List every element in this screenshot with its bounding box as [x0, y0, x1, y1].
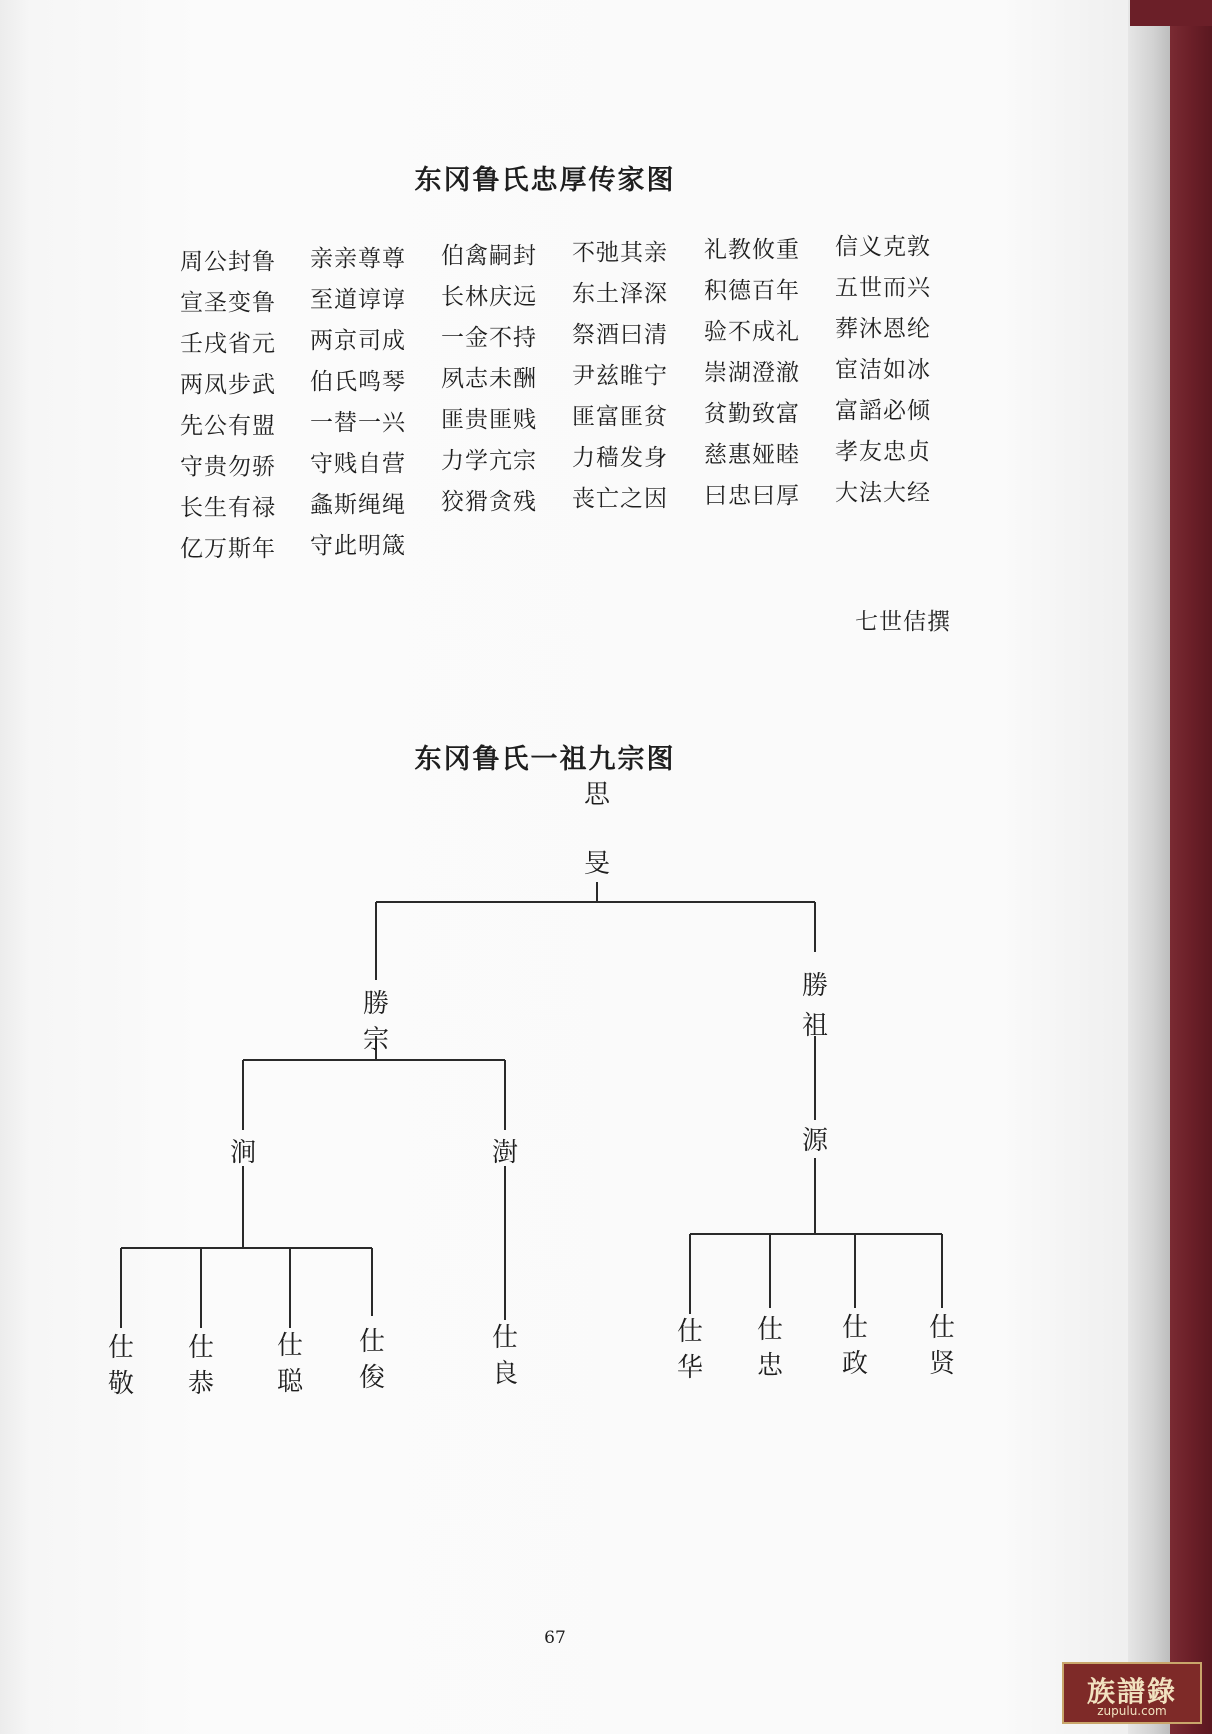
poem-line: 螽斯绳绳 — [310, 492, 406, 518]
grandson-name: 涧 — [229, 1138, 257, 1168]
great-grandson-name-char: 仕 — [276, 1331, 304, 1361]
great-grandson-name-char: 仕 — [928, 1313, 956, 1343]
great-grandson-name-char: 仕 — [187, 1333, 215, 1363]
poem-line: 礼教攸重 — [704, 237, 800, 263]
poem-line: 大法大经 — [835, 480, 931, 506]
poem-line: 葬沐恩纶 — [835, 316, 931, 342]
great-grandson-name-char: 敬 — [107, 1369, 135, 1399]
poem-line: 狡猾贪残 — [441, 489, 537, 515]
great-grandson-name-char: 仕 — [358, 1327, 386, 1357]
poem-line: 积德百年 — [704, 278, 800, 304]
poem-line: 丧亡之因 — [572, 486, 668, 512]
grandson-name: 澍 — [491, 1138, 519, 1168]
poem-line: 匪富匪贫 — [572, 404, 668, 430]
poem-line: 伯氏鸣琴 — [310, 369, 406, 395]
poem-line: 五世而兴 — [835, 275, 931, 301]
genealogy-title: 东冈鲁氏一祖九宗图 — [414, 744, 676, 775]
watermark-title: 族譜錄 — [1086, 1675, 1177, 1708]
poem-line: 信义克敦 — [835, 234, 931, 260]
son-name-char: 勝 — [801, 971, 829, 1001]
poem-line: 长生有禄 — [180, 495, 276, 521]
great-grandson-name-char: 仕 — [491, 1323, 519, 1353]
poem-line: 不弛其亲 — [572, 240, 668, 266]
watermark-url: zupulu.com — [1097, 1704, 1167, 1718]
great-grandson-name-char: 仕 — [841, 1313, 869, 1343]
poem-line: 两京司成 — [310, 328, 406, 354]
son-name-char: 勝 — [362, 989, 390, 1019]
poem-line: 夙志未酬 — [441, 366, 537, 392]
ancestor-name-char: 旻 — [583, 849, 611, 879]
poem-line: 两凤步武 — [180, 372, 276, 398]
poem-line: 曰忠曰厚 — [704, 483, 800, 509]
poem-line: 至道谆谆 — [310, 287, 406, 313]
poem-line: 一替一兴 — [310, 410, 406, 436]
watermark-seal — [1062, 1662, 1202, 1724]
poem-line: 宣圣变鲁 — [180, 290, 276, 316]
poem-line: 先公有盟 — [180, 413, 276, 439]
great-grandson-name-char: 政 — [841, 1349, 869, 1379]
poem-line: 贫勤致富 — [704, 401, 800, 427]
great-grandson-name-char: 仕 — [756, 1315, 784, 1345]
poem-line: 守贱自营 — [310, 451, 406, 477]
poem-title: 东冈鲁氏忠厚传家图 — [414, 165, 676, 196]
great-grandson-name-char: 仕 — [676, 1317, 704, 1347]
poem-line: 力学亢宗 — [441, 448, 537, 474]
great-grandson-name-char: 忠 — [756, 1351, 784, 1381]
poem-line: 富謟必倾 — [835, 398, 931, 424]
great-grandson-name-char: 贤 — [928, 1349, 956, 1379]
great-grandson-name-char: 仕 — [107, 1333, 135, 1363]
poem-line: 慈惠娅睦 — [704, 442, 800, 468]
great-grandson-name-char: 俊 — [358, 1363, 386, 1393]
great-grandson-name-char: 良 — [491, 1359, 519, 1389]
page-number: 67 — [544, 1628, 566, 1648]
poem-line: 周公封鲁 — [180, 249, 276, 275]
son-name-char: 宗 — [362, 1025, 390, 1055]
poem-line: 验不成礼 — [704, 319, 800, 345]
poem-line: 孝友忠贞 — [835, 439, 931, 465]
poem-line: 伯禽嗣封 — [441, 243, 537, 269]
poem-line: 长林庆远 — [441, 284, 537, 310]
poem-line: 匪贵匪贱 — [441, 407, 537, 433]
poem-line: 壬戌省元 — [180, 331, 276, 357]
ancestor-name-char: 思 — [583, 780, 611, 810]
grandson-name: 源 — [801, 1126, 829, 1156]
poem-line: 祭酒曰清 — [572, 322, 668, 348]
poem-line: 亿万斯年 — [180, 536, 276, 562]
poem-line: 守此明箴 — [310, 533, 406, 559]
poem-line: 亲亲尊尊 — [310, 246, 406, 272]
poem-line: 崇湖澄澈 — [704, 360, 800, 386]
poem-line: 东土泽深 — [572, 281, 668, 307]
poem-line: 尹兹睢宁 — [572, 363, 668, 389]
great-grandson-name-char: 恭 — [187, 1369, 215, 1399]
poem-line: 守贵勿骄 — [180, 454, 276, 480]
son-name-char: 祖 — [801, 1011, 829, 1041]
poem-line: 宦洁如冰 — [835, 357, 931, 383]
great-grandson-name-char: 聪 — [276, 1367, 304, 1397]
great-grandson-name-char: 华 — [676, 1353, 704, 1383]
tree-connectors — [121, 882, 942, 1328]
poem-signature: 七世佶撰 — [855, 609, 951, 635]
poem-line: 力穑发身 — [572, 445, 668, 471]
poem-line: 一金不持 — [441, 325, 537, 351]
